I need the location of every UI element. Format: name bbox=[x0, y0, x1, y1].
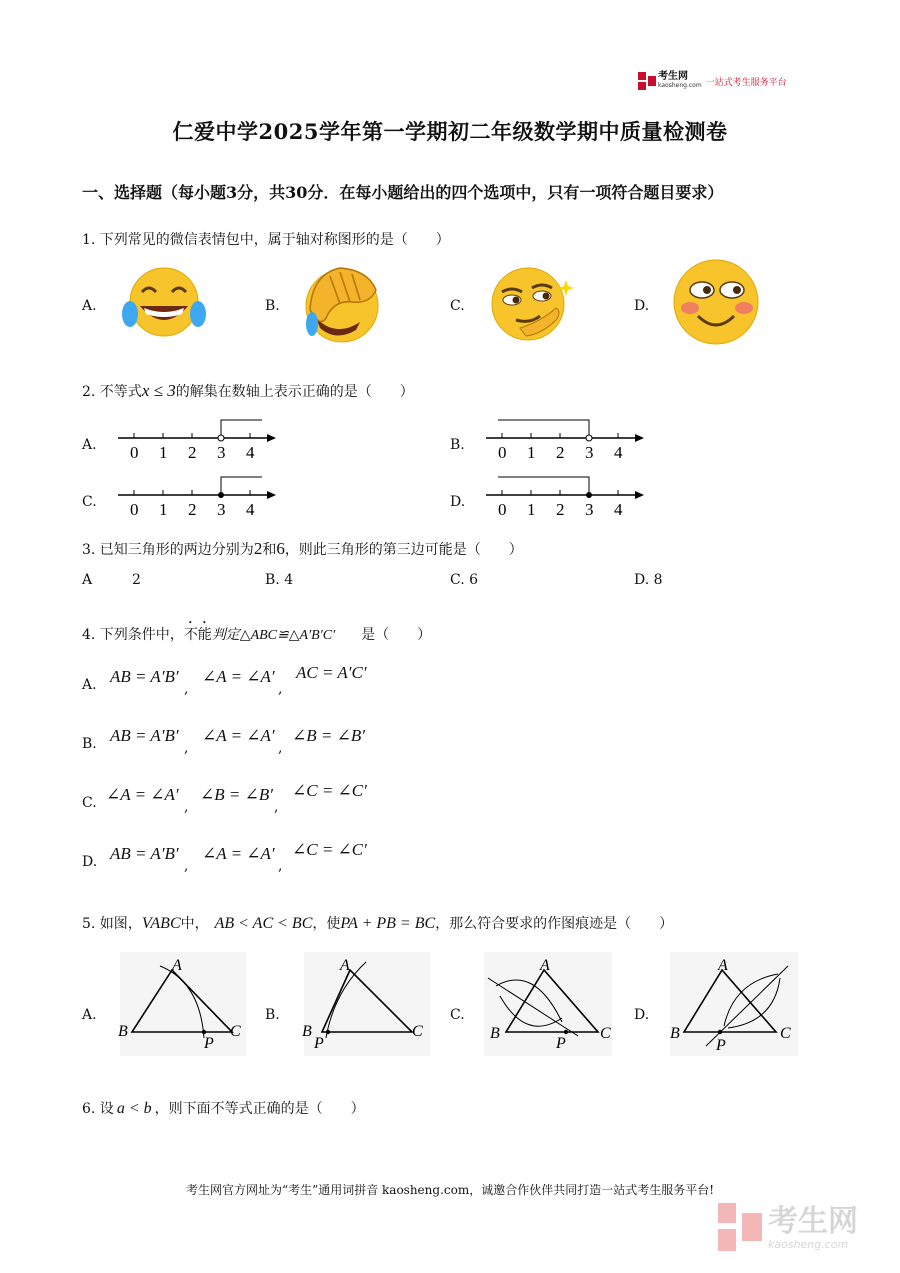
q3-option-a-label: A bbox=[82, 572, 93, 588]
q2-stem-math: x ≤ 3 bbox=[141, 381, 176, 400]
q3-mid: 和 bbox=[262, 542, 277, 558]
vertex-p: P bbox=[314, 1035, 324, 1052]
tick-4: 4 bbox=[614, 443, 623, 462]
tick-4: 4 bbox=[614, 500, 623, 519]
q1-label-d: D. bbox=[634, 298, 650, 314]
tick-2: 2 bbox=[188, 500, 197, 519]
q4-c-c1: ∠A = ∠A′ bbox=[106, 785, 179, 804]
vertex-c: C bbox=[412, 1023, 423, 1040]
emoji-facepalm-icon bbox=[302, 262, 384, 346]
q4-option-a bbox=[82, 663, 382, 697]
q4-a-sep1: , bbox=[184, 681, 189, 697]
page-footer: 考生网官方网址为“考生”通用词拼音 kaosheng.com，诚邀合作伙伴共同打造一站式考生服务平台! bbox=[185, 1183, 715, 1197]
tick-0: 0 bbox=[498, 443, 507, 462]
q3-option-a-value: 2 bbox=[132, 572, 141, 588]
kaosheng-logo-icon bbox=[638, 72, 656, 90]
watermark bbox=[718, 1203, 858, 1253]
q4-d-sep1: , bbox=[184, 858, 189, 874]
logo-cn: 考生网 bbox=[658, 71, 688, 82]
q3-option-c: C. 6 bbox=[450, 572, 479, 588]
q5-figure-b bbox=[296, 952, 436, 1056]
watermark-cn: 考生网 bbox=[768, 1203, 858, 1239]
q2-stem-post: 的解集在数轴上表示正确的是（ ） bbox=[175, 384, 414, 400]
logo-text bbox=[658, 72, 702, 90]
q3-b: 6 bbox=[276, 539, 285, 558]
q4-b-sep1: , bbox=[184, 740, 189, 756]
q6-math: a < b bbox=[116, 1100, 152, 1117]
logo-en: kaosheng.com bbox=[658, 82, 702, 89]
q4-pre: 4. 下列条件中， bbox=[82, 627, 184, 643]
section-heading: 一、选择题（每小题3分，共30分．在每小题给出的四个选项中，只有一项符合题目要求） bbox=[82, 183, 724, 202]
q2-label-d: D. bbox=[450, 494, 466, 510]
q4-a-c2: ∠A = ∠A′ bbox=[202, 667, 275, 686]
q6-post: ，则下面不等式正确的是（ ） bbox=[154, 1101, 365, 1117]
tick-2: 2 bbox=[556, 500, 565, 519]
q4-b-c3: ∠B = ∠B′ bbox=[292, 726, 365, 745]
q3-post: ，则此三角形的第三边可能是（ ） bbox=[284, 542, 523, 558]
q5-mid2: ，使 bbox=[312, 916, 341, 932]
tick-1: 1 bbox=[159, 443, 168, 462]
q2-stem bbox=[82, 381, 414, 401]
q5-label-d: D. bbox=[634, 1007, 650, 1023]
emoji-smirk-icon bbox=[486, 262, 576, 346]
q5-label-b: B. bbox=[265, 1007, 280, 1023]
q4-emph: 不能 bbox=[183, 627, 212, 643]
vertex-a: A bbox=[172, 957, 182, 974]
vertex-a: A bbox=[718, 957, 728, 974]
q5-tri: VABC bbox=[141, 915, 181, 932]
vertex-b: B bbox=[302, 1023, 312, 1040]
q4-c-sep2: , bbox=[274, 799, 279, 815]
vertex-c: C bbox=[230, 1023, 241, 1040]
q6-stem bbox=[82, 1098, 365, 1118]
vertex-b: B bbox=[118, 1023, 128, 1040]
watermark-en: kaosheng.com bbox=[768, 1237, 849, 1251]
tick-3: 3 bbox=[217, 443, 226, 462]
q4-stem bbox=[82, 619, 431, 644]
tick-1: 1 bbox=[527, 443, 536, 462]
q5-label-a: A. bbox=[82, 1007, 97, 1023]
q5-cond: AB < AC < BC bbox=[214, 915, 313, 932]
q5-pre: 5. 如图， bbox=[82, 916, 142, 932]
q4-a-c1: AB = A′B′ bbox=[110, 667, 179, 686]
q3-a: 2 bbox=[253, 539, 263, 558]
vertex-b: B bbox=[670, 1025, 680, 1042]
tick-0: 0 bbox=[130, 443, 139, 462]
q3-stem bbox=[82, 539, 523, 559]
tick-0: 0 bbox=[130, 500, 139, 519]
vertex-c: C bbox=[600, 1025, 611, 1042]
q3-pre: 3. 已知三角形的两边分别为 bbox=[82, 542, 254, 558]
q5-post: ，那么符合要求的作图痕迹是（ ） bbox=[435, 916, 674, 932]
q4-post: 是（ ） bbox=[361, 627, 432, 643]
vertex-a: A bbox=[340, 957, 350, 974]
numberline-d bbox=[478, 471, 648, 523]
q4-b-c1: AB = A′B′ bbox=[110, 726, 179, 745]
q1-label-a: A. bbox=[82, 298, 97, 314]
q2-label-b: B. bbox=[450, 437, 465, 453]
q5-figure-a bbox=[112, 952, 252, 1056]
tick-3: 3 bbox=[585, 500, 594, 519]
numberline-a bbox=[110, 414, 280, 466]
tick-0: 0 bbox=[498, 500, 507, 519]
q5-mid1: 中， bbox=[180, 916, 209, 932]
tick-3: 3 bbox=[217, 500, 226, 519]
q1-label-b: B. bbox=[265, 298, 280, 314]
q4-c-label: C. bbox=[82, 795, 97, 811]
tick-2: 2 bbox=[556, 443, 565, 462]
vertex-b: B bbox=[490, 1025, 500, 1042]
q2-label-c: C. bbox=[82, 494, 97, 510]
q5-figure-c bbox=[478, 952, 618, 1056]
q4-d-c1: AB = A′B′ bbox=[110, 844, 179, 863]
tick-1: 1 bbox=[159, 500, 168, 519]
logo-slogan: 一站式考生服务平台 bbox=[705, 77, 787, 88]
q4-b-label: B. bbox=[82, 736, 97, 752]
q5-figure-d bbox=[664, 952, 804, 1056]
q2-stem-pre: 2. 不等式 bbox=[82, 384, 142, 400]
tick-4: 4 bbox=[246, 500, 255, 519]
q4-a-label: A. bbox=[82, 677, 97, 693]
q4-option-c bbox=[82, 781, 382, 815]
q4-d-c2: ∠A = ∠A′ bbox=[202, 844, 275, 863]
q4-option-d bbox=[82, 840, 382, 874]
q4-c-c3: ∠C = ∠C′ bbox=[292, 781, 367, 800]
q3-option-b: B. 4 bbox=[265, 572, 294, 588]
q6-pre: 6. 设 bbox=[82, 1101, 114, 1117]
q3-option-d: D. 8 bbox=[634, 572, 663, 588]
q5-cond2: PA + PB = BC bbox=[340, 915, 436, 932]
vertex-c: C bbox=[780, 1025, 791, 1042]
exam-title: 仁爱中学2025学年第一学期初二年级数学期中质量检测卷 bbox=[172, 119, 728, 144]
q4-b-c2: ∠A = ∠A′ bbox=[202, 726, 275, 745]
q4-d-sep2: , bbox=[278, 858, 283, 874]
numberline-b bbox=[478, 414, 648, 466]
vertex-p: P bbox=[556, 1035, 566, 1052]
q4-c-sep1: , bbox=[184, 799, 189, 815]
q2-label-a: A. bbox=[82, 437, 97, 453]
q4-c-c2: ∠B = ∠B′ bbox=[200, 785, 273, 804]
q5-stem bbox=[82, 913, 673, 933]
emoji-tears-of-joy-icon bbox=[118, 262, 210, 338]
watermark-logo-icon bbox=[718, 1203, 762, 1253]
vertex-a: A bbox=[540, 957, 550, 974]
q1-stem: 1. 下列常见的微信表情包中，属于轴对称图形的是（ ） bbox=[82, 232, 450, 248]
q4-d-c3: ∠C = ∠C′ bbox=[292, 840, 367, 859]
q4-mid: 判定△ABC≌△A′B′C′ bbox=[211, 628, 336, 643]
tick-4: 4 bbox=[246, 443, 255, 462]
q4-a-sep2: , bbox=[278, 681, 283, 697]
q4-d-label: D. bbox=[82, 854, 98, 870]
numberline-c bbox=[110, 471, 280, 523]
emoji-blush-smile-icon bbox=[672, 258, 762, 346]
q4-b-sep2: , bbox=[278, 740, 283, 756]
tick-1: 1 bbox=[527, 500, 536, 519]
tick-2: 2 bbox=[188, 443, 197, 462]
vertex-p: P bbox=[716, 1037, 726, 1054]
q1-label-c: C. bbox=[450, 298, 465, 314]
tick-3: 3 bbox=[585, 443, 594, 462]
header-logo bbox=[638, 72, 787, 90]
q5-label-c: C. bbox=[450, 1007, 465, 1023]
vertex-p: P bbox=[204, 1035, 214, 1052]
q4-option-b bbox=[82, 726, 382, 756]
q4-a-c3: AC = A′C′ bbox=[296, 663, 367, 682]
